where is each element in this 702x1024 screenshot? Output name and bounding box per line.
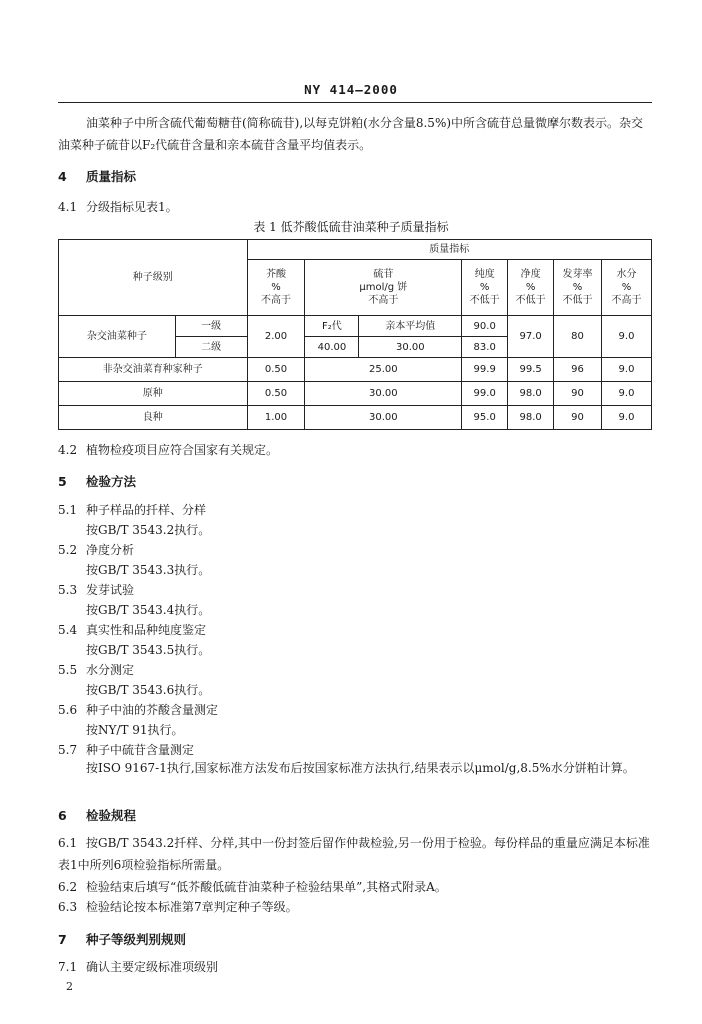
row-foundation-clean: 98.0 xyxy=(508,382,554,406)
clause-5-3: 5.3 发芽试验 xyxy=(58,583,135,597)
clause-4-1: 4.1 分级指标见表1。 xyxy=(58,200,178,214)
clause-5-5: 5.5 水分测定 xyxy=(58,663,135,677)
row-foundation-name: 原种 xyxy=(59,382,248,406)
header-class: 种子级别 xyxy=(59,240,248,316)
row-hybrid-germ: 80 xyxy=(554,316,602,358)
row-certified-gsl: 30.00 xyxy=(305,406,462,430)
section-7-heading: 7 种子等级判别规则 xyxy=(58,932,187,947)
row-breeder-clean: 99.5 xyxy=(508,358,554,382)
row-foundation-water: 9.0 xyxy=(602,382,652,406)
clause-5-1-body: 按GB/T 3543.2执行。 xyxy=(86,523,211,537)
row-hybrid-grade2: 二级 xyxy=(175,337,247,358)
clause-7-1: 7.1 确认主要定级标准项级别 xyxy=(58,960,219,974)
table-row-certified xyxy=(59,406,652,430)
row-certified-erucic: 1.00 xyxy=(247,406,305,430)
header-germination: 发芽率 % 不低于 xyxy=(554,260,602,316)
clause-5-6-body: 按NY/T 91执行。 xyxy=(86,723,184,737)
row-breeder-germ: 96 xyxy=(554,358,602,382)
row-certified-water: 9.0 xyxy=(602,406,652,430)
quality-table xyxy=(58,239,652,430)
clause-5-5-body: 按GB/T 3543.6执行。 xyxy=(86,683,211,697)
header-glucosinolate: 硫苷 μmol/g 饼 不高于 xyxy=(305,260,462,316)
row-hybrid-name: 杂交油菜种子 xyxy=(59,316,176,358)
clause-6-1: 6.1 按GB/T 3543.2扦样、分样,其中一份封签后留作仲裁检验,另一份用于检验。每份样品的重量应满足本标准表1中所列6项检验指标所需量。 xyxy=(58,836,650,872)
clause-5-2-body: 按GB/T 3543.3执行。 xyxy=(86,563,211,577)
row-hybrid-grade1: 一级 xyxy=(175,316,247,337)
row-hybrid-f2-value: 40.00 xyxy=(305,337,359,358)
clause-4-2: 4.2 植物检疫项目应符合国家有关规定。 xyxy=(58,443,279,457)
row-hybrid-purity2: 83.0 xyxy=(462,337,508,358)
row-certified-germ: 90 xyxy=(554,406,602,430)
table-row-hybrid-1 xyxy=(59,316,652,337)
section-6-heading: 6 检验规程 xyxy=(58,808,137,823)
page-number: 2 xyxy=(66,980,73,993)
clause-5-7: 5.7 种子中硫苷含量测定 xyxy=(58,743,195,757)
row-foundation-germ: 90 xyxy=(554,382,602,406)
header-cleanliness: 净度 % 不低于 xyxy=(508,260,554,316)
row-breeder-gsl: 25.00 xyxy=(305,358,462,382)
row-breeder-water: 9.0 xyxy=(602,358,652,382)
row-hybrid-f2-label: F₂代 xyxy=(305,316,359,337)
table-row-breeder xyxy=(59,358,652,382)
row-hybrid-parent-label: 亲本平均值 xyxy=(359,316,462,337)
row-breeder-purity: 99.9 xyxy=(462,358,508,382)
table-caption: 表 1 低芥酸低硫苷油菜种子质量指标 xyxy=(253,220,449,234)
row-hybrid-clean: 97.0 xyxy=(508,316,554,358)
row-breeder-erucic: 0.50 xyxy=(247,358,305,382)
row-certified-purity: 95.0 xyxy=(462,406,508,430)
header-rule xyxy=(58,102,652,103)
clause-6-3: 6.3 检验结论按本标准第7章判定种子等级。 xyxy=(58,900,298,914)
header-quality-group: 质量指标 xyxy=(247,240,651,260)
row-foundation-erucic: 0.50 xyxy=(247,382,305,406)
table-row-foundation xyxy=(59,382,652,406)
clause-5-7-body: 按ISO 9167-1执行,国家标准方法发布后按国家标准方法执行,结果表示以μmol/g,8.5%水分饼粕计算。 xyxy=(86,761,635,775)
header-moisture: 水分 % 不高于 xyxy=(602,260,652,316)
header-purity: 纯度 % 不低于 xyxy=(462,260,508,316)
row-foundation-purity: 99.0 xyxy=(462,382,508,406)
clause-5-6: 5.6 种子中油的芥酸含量测定 xyxy=(58,703,219,717)
row-certified-clean: 98.0 xyxy=(508,406,554,430)
clause-5-2: 5.2 净度分析 xyxy=(58,543,135,557)
row-hybrid-water: 9.0 xyxy=(602,316,652,358)
row-hybrid-purity1: 90.0 xyxy=(462,316,508,337)
row-hybrid-parent-value: 30.00 xyxy=(359,337,462,358)
row-certified-name: 良种 xyxy=(59,406,248,430)
header-erucic: 芥酸 % 不高于 xyxy=(247,260,305,316)
clause-5-3-body: 按GB/T 3543.4执行。 xyxy=(86,603,211,617)
section-4-heading: 4 质量指标 xyxy=(58,169,137,184)
clause-6-2: 6.2 检验结束后填写“低芥酸低硫苷油菜种子检验结果单”,其格式附录A。 xyxy=(58,880,447,894)
row-breeder-name: 非杂交油菜育种家种子 xyxy=(59,358,248,382)
clause-5-4-body: 按GB/T 3543.5执行。 xyxy=(86,643,211,657)
document-header: NY 414—2000 xyxy=(304,82,398,97)
row-hybrid-erucic: 2.00 xyxy=(247,316,305,358)
intro-paragraph: 油菜种子中所含硫代葡萄糖苷(简称硫苷),以每克饼粕(水分含量8.5%)中所含硫苷总量微摩尔数表示。杂交油菜种子硫苷以F₂代硫苷含量和亲本硫苷含量平均值表示。 xyxy=(58,116,644,152)
section-5-heading: 5 检验方法 xyxy=(58,474,137,489)
clause-5-4: 5.4 真实性和品种纯度鉴定 xyxy=(58,623,207,637)
row-foundation-gsl: 30.00 xyxy=(305,382,462,406)
clause-5-1: 5.1 种子样品的扦样、分样 xyxy=(58,503,207,517)
